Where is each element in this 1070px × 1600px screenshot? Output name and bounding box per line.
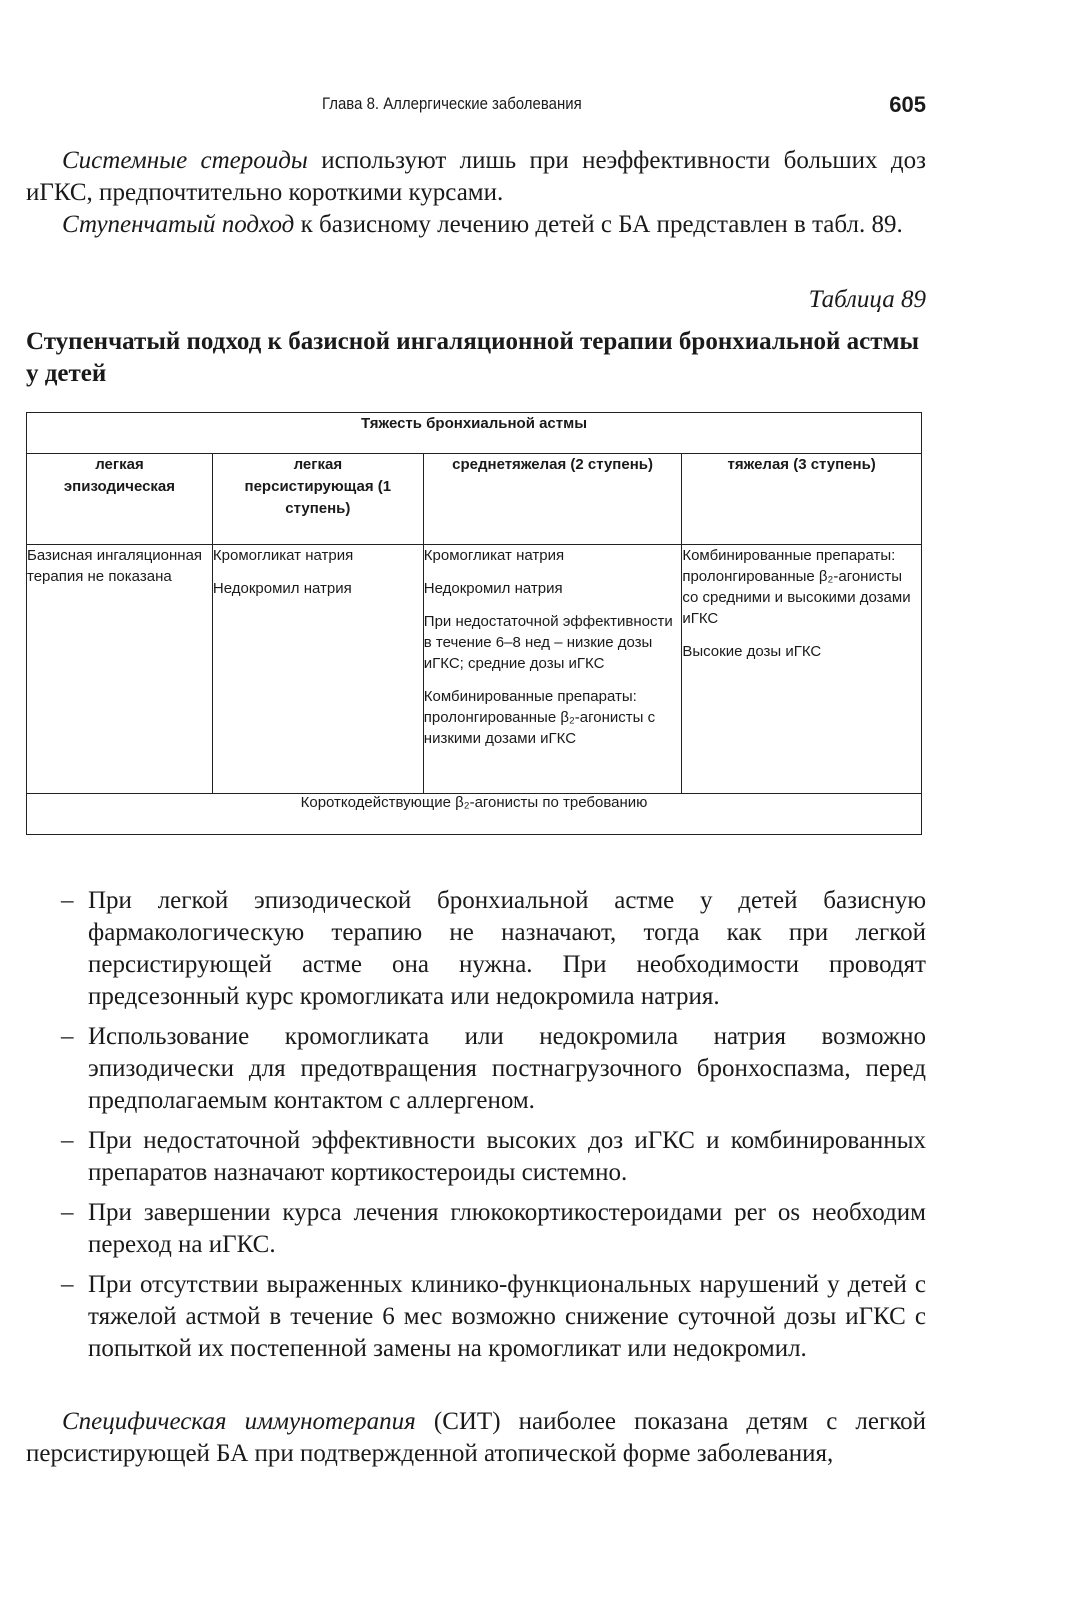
- recommendation-list: [61, 885, 926, 1373]
- cell-text: Недокромил натрия: [212, 580, 352, 597]
- table-column-row: [27, 454, 922, 545]
- table-header-severity: Тяжесть бронхиальной астмы: [27, 413, 922, 454]
- emphasis: Ступенчатый подход: [62, 211, 295, 238]
- cell-moderate: [423, 545, 682, 794]
- cell-text: При недостаточной эффективности в течение 6–8 нед – низкие дозы иГКС; средние дозы иГКС: [423, 613, 673, 672]
- list-dash: –: [61, 1127, 74, 1154]
- column-header-mild-episodic: легкая эпизодическая: [27, 454, 213, 545]
- list-item: [61, 1125, 926, 1189]
- list-item-text: При отсутствии выраженных клинико-функциональных нарушений у детей с тяжелой астмой в течение 6 мес возможно снижение суточной дозы иГКС с попыткой их постепенной замены на кромогликат или недокромил.: [88, 1271, 926, 1362]
- paragraph-systemic-steroids: [26, 145, 926, 209]
- table-footer: Короткодействующие β₂-агонисты по требованию: [27, 794, 922, 835]
- cell-text: Высокие дозы иГКС: [682, 643, 822, 660]
- list-item-text: При завершении курса лечения глюкокортикостероидами per os необходим переход на иГКС.: [88, 1199, 926, 1258]
- paragraph-stepwise-approach: [26, 209, 926, 241]
- running-head: [26, 92, 926, 122]
- cell-severe: [682, 545, 922, 794]
- table-row: [27, 545, 922, 794]
- list-dash: –: [61, 887, 74, 914]
- list-item: [61, 1269, 926, 1365]
- list-dash: –: [61, 1199, 74, 1226]
- column-header-moderate: среднетяжелая (2 ступень): [423, 454, 682, 545]
- list-item-text: При легкой эпизодической бронхиальной астме у детей базисную фармакологическую терапию не назначают, тогда как при легкой персистирующей астме она нужна. При необходимости проводят предсезонный курс кромогликата или недокромила натрия.: [88, 887, 926, 1010]
- list-item: [61, 885, 926, 1013]
- list-item: [61, 1197, 926, 1261]
- cell-mild-persistent: [212, 545, 423, 794]
- cell-text: Кромогликат натрия: [423, 547, 565, 564]
- cell-mild-episodic: [27, 545, 213, 794]
- chapter-title: Глава 8. Аллергические заболевания: [322, 94, 582, 113]
- cell-text: Недокромил натрия: [423, 580, 563, 597]
- page-number: 605: [889, 92, 926, 117]
- cell-text: Комбинированные препараты: пролонгированные β₂-агонисты с низкими дозами иГКС: [423, 688, 656, 747]
- table-title: Ступенчатый подход к базисной ингаляционной терапии бронхиальной астмы у детей: [26, 328, 920, 387]
- emphasis: Системные стероиды: [62, 147, 308, 174]
- cell-text: Комбинированные препараты: пролонгированные β₂-агонисты со средними и высокими дозами иГКС: [682, 547, 911, 627]
- cell-text: Базисная ингаляционная терапия не показана: [27, 547, 203, 585]
- column-header-severe: тяжелая (3 ступень): [682, 454, 922, 545]
- paragraph-text: (СИТ) наиболее показана детям с легкой персистирующей БА при подтвержденной атопической форме заболевания,: [26, 1408, 926, 1467]
- cell-text: Кромогликат натрия: [212, 547, 354, 564]
- column-header-mild-persistent: легкая персистирующая (1 ступень): [212, 454, 423, 545]
- list-dash: –: [61, 1023, 74, 1050]
- paragraph-immunotherapy: [26, 1406, 926, 1470]
- emphasis: Специфическая иммунотерапия: [62, 1408, 416, 1435]
- therapy-table: [26, 412, 922, 835]
- list-item-text: Использование кромогликата или недокромила натрия возможно эпизодически для предотвращения постнагрузочного бронхоспазма, перед предполагаемым контактом с аллергеном.: [88, 1023, 926, 1114]
- paragraph-text: к базисному лечению детей с БА представлен в табл. 89.: [294, 211, 903, 238]
- table-label: Таблица 89: [808, 286, 926, 313]
- table-footer-row: [27, 794, 922, 835]
- list-item: [61, 1021, 926, 1117]
- paragraph-text: используют лишь при неэффективности больших доз иГКС, предпочтительно короткими курсами.: [26, 147, 927, 206]
- list-item-text: При недостаточной эффективности высоких доз иГКС и комбинированных препаратов назначают кортикостероиды системно.: [88, 1127, 926, 1186]
- table-header-row: [27, 413, 922, 454]
- list-dash: –: [61, 1271, 74, 1298]
